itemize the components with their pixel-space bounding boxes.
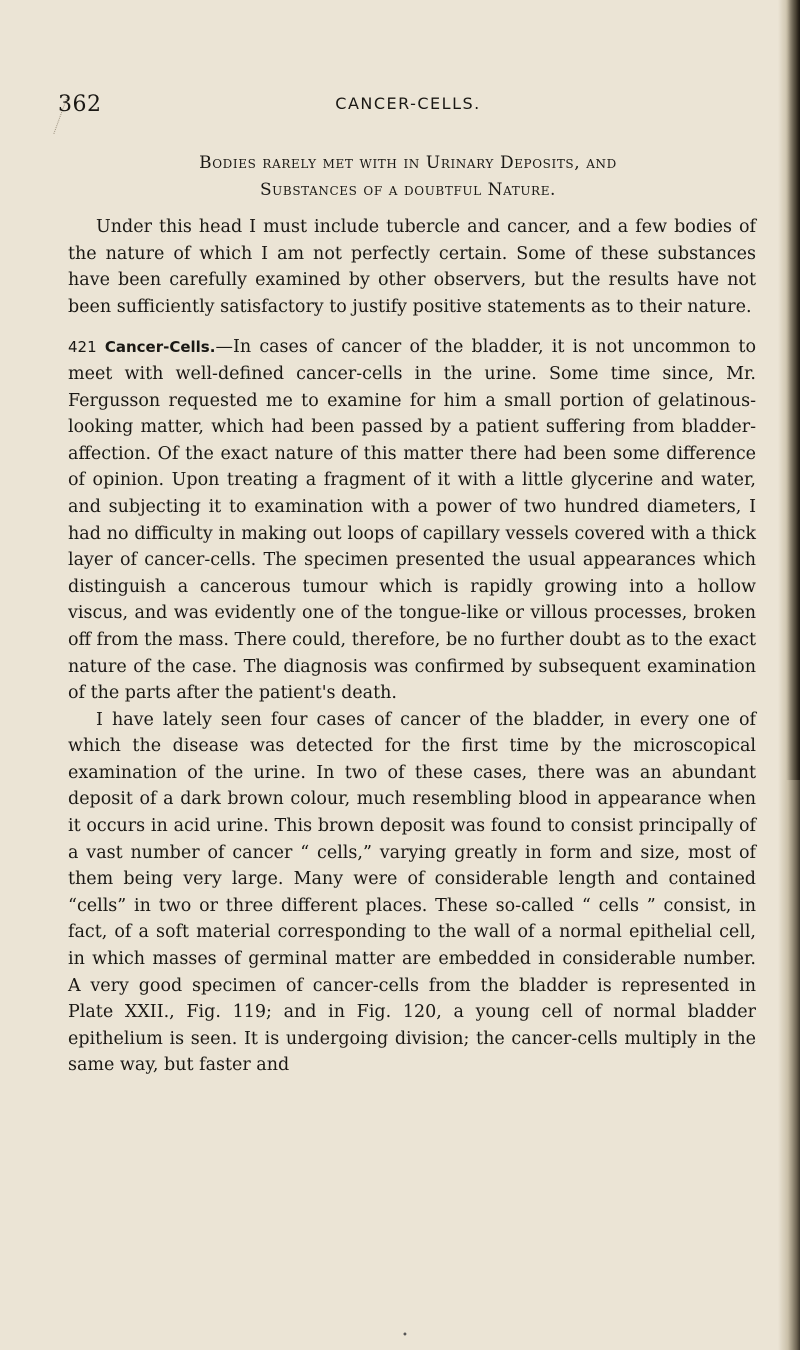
binding-shadow <box>786 0 800 780</box>
intro-text: Under this head I must include tubercle and cancer, and a few bodies of the nature of which I am not perfectly certain. Some of these substances have been carefully examined by other observers, but the results have not been sufficiently satisfactory to justify positive statements as to their nature. <box>68 217 756 317</box>
paragraph-421 <box>68 334 756 706</box>
paragraph-number: 421 <box>68 338 97 357</box>
section-title <box>68 150 748 204</box>
paragraph-four-cases: I have lately seen four cases of cancer of the bladder, in every one of which the disease was detected for the first time by the microscopical examination of the urine. In two of these cases, there was an abundant deposit of a dark brown colour, much resembling blood in appearance when it occurs in acid urine. This brown deposit was found to consist principally of a vast number of cancer “ cells,” varying greatly in form and size, most of them being very large. Many were of considerable length and contained “cells” in two or three different places. These so-called “ cells ” consist, in fact, of a soft material corresponding to the wall of a normal epithelial cell, in which masses of germinal matter are embedded in considerable number. A very good specimen of cancer-cells from the bladder is represented in Plate XXII., Fig. 119; and in Fig. 120, a young cell of normal bladder epithelium is seen. It is undergoing division; the cancer-cells multiply in the same way, but faster and <box>68 709 756 1076</box>
page-header <box>58 92 758 122</box>
paragraph-heading: Cancer-Cells. <box>104 338 216 357</box>
printer-mark: • <box>402 1330 408 1341</box>
section-title-line-1: Bodies rarely met with in Urinary Deposits, and <box>199 153 617 173</box>
page-number: 362 <box>58 92 102 117</box>
section-title-line-2: Substances of a doubtful Nature. <box>259 180 557 200</box>
paragraph-421-text: —In cases of cancer of the bladder, it is not uncommon to meet with well-defined cancer-cells in the urine. Some time since, Mr. Fergusson requested me to examine for him a small portion of gelatinous-looking matter, which had been passed by a patient suffering from bladder-affection. Of the exact nature of this matter there had been some difference of opinion. Upon treating a fragment of it with a little glycerine and water, and subjecting it to examination with a power of two hundred diameters, I had no difficulty in making out loops of capillary vessels covered with a thick layer of cancer-cells. The specimen presented the usual appearances which distinguish a cancerous tumour which is rapidly growing into a hollow viscus, and was evidently one of the tongue-like or villous processes, broken off from the mass. There could, therefore, be no further doubt as to the exact nature of the case. The diagnosis was confirmed by subsequent examination of the parts after the patient's death. <box>68 337 756 704</box>
body-text <box>68 214 756 1079</box>
running-head: CANCER-CELLS. <box>335 94 481 113</box>
intro-paragraph <box>68 214 756 320</box>
